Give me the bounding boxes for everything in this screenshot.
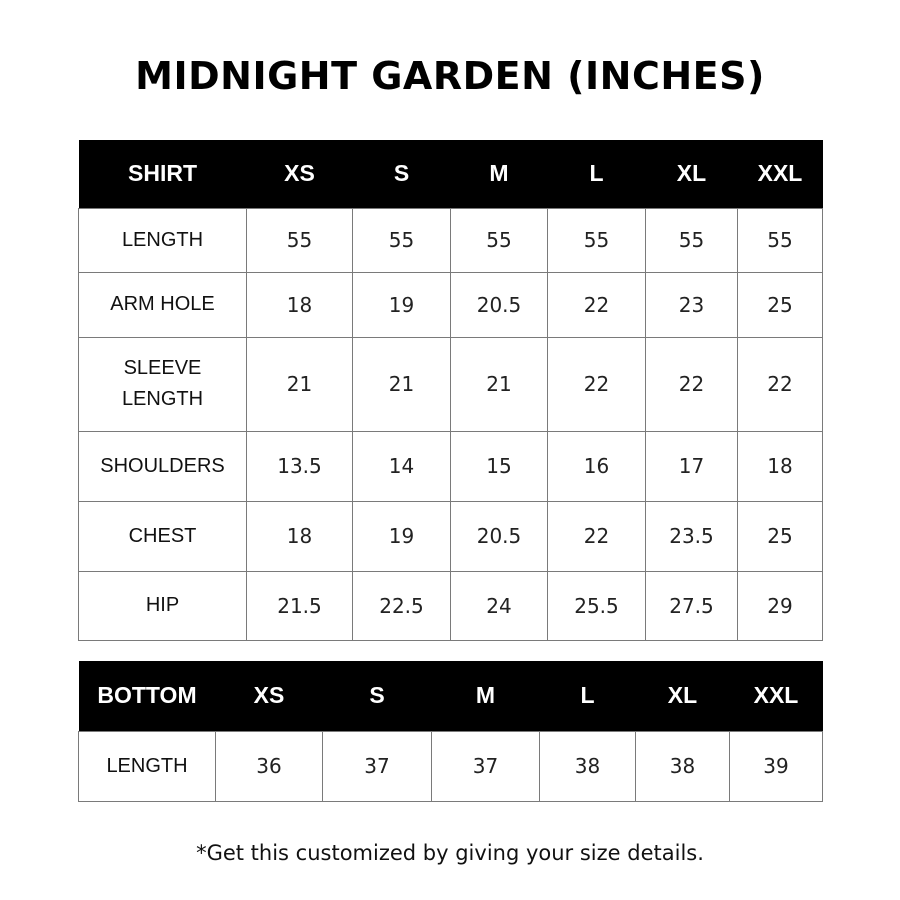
shirt-header-size-xxl: XXL (738, 140, 823, 208)
shirt-header-size-l: L (548, 140, 646, 208)
bottom-size-table (78, 661, 823, 802)
row-label-arm-hole: ARM HOLE (79, 272, 247, 337)
table-cell: 25 (738, 501, 823, 571)
table-cell: 55 (247, 208, 353, 272)
table-cell: 37 (323, 731, 432, 801)
row-label-hip: HIP (79, 571, 247, 640)
shirt-header-size-xl: XL (646, 140, 738, 208)
table-cell: 17 (646, 431, 738, 501)
row-label-bottom-length: LENGTH (79, 731, 216, 801)
bottom-header-size-s: S (323, 661, 432, 731)
table-cell: 18 (247, 501, 353, 571)
bottom-header-size-xxl: XXL (730, 661, 823, 731)
table-row (79, 337, 823, 431)
table-cell: 29 (738, 571, 823, 640)
table-row (79, 208, 823, 272)
table-cell: 20.5 (451, 501, 548, 571)
table-cell: 22 (646, 337, 738, 431)
table-cell: 13.5 (247, 431, 353, 501)
table-cell: 39 (730, 731, 823, 801)
table-cell: 18 (738, 431, 823, 501)
table-cell: 19 (353, 272, 451, 337)
shirt-size-table (78, 140, 823, 641)
table-cell: 38 (540, 731, 636, 801)
table-cell: 23.5 (646, 501, 738, 571)
bottom-header-size-xs: XS (216, 661, 323, 731)
table-cell: 22 (738, 337, 823, 431)
table-cell: 21 (451, 337, 548, 431)
bottom-header-size-m: M (432, 661, 540, 731)
bottom-header-label: BOTTOM (79, 661, 216, 731)
shirt-header-label: SHIRT (79, 140, 247, 208)
shirt-header-size-m: M (451, 140, 548, 208)
table-cell: 21 (353, 337, 451, 431)
table-row (79, 272, 823, 337)
table-cell: 55 (646, 208, 738, 272)
table-cell: 14 (353, 431, 451, 501)
shirt-header-size-s: S (353, 140, 451, 208)
table-row (79, 501, 823, 571)
table-cell: 55 (353, 208, 451, 272)
table-cell: 55 (738, 208, 823, 272)
table-cell: 37 (432, 731, 540, 801)
table-row (79, 571, 823, 640)
row-label-chest: CHEST (79, 501, 247, 571)
table-cell: 21 (247, 337, 353, 431)
table-cell: 18 (247, 272, 353, 337)
table-cell: 22 (548, 337, 646, 431)
table-cell: 19 (353, 501, 451, 571)
shirt-header-size-xs: XS (247, 140, 353, 208)
table-cell: 36 (216, 731, 323, 801)
shirt-header-row (79, 140, 823, 208)
table-cell: 22 (548, 272, 646, 337)
table-cell: 22 (548, 501, 646, 571)
bottom-header-size-l: L (540, 661, 636, 731)
table-cell: 16 (548, 431, 646, 501)
table-cell: 22.5 (353, 571, 451, 640)
table-cell: 25.5 (548, 571, 646, 640)
page-title: MIDNIGHT GARDEN (INCHES) (135, 54, 765, 98)
table-cell: 25 (738, 272, 823, 337)
table-cell: 55 (548, 208, 646, 272)
row-label-length: LENGTH (79, 208, 247, 272)
row-label-sleeve-length: SLEEVE LENGTH (79, 337, 247, 431)
table-row (79, 431, 823, 501)
table-cell: 38 (636, 731, 730, 801)
table-cell: 15 (451, 431, 548, 501)
table-cell: 27.5 (646, 571, 738, 640)
footnote: *Get this customized by giving your size details. (196, 841, 704, 865)
table-cell: 21.5 (247, 571, 353, 640)
table-cell: 20.5 (451, 272, 548, 337)
table-cell: 55 (451, 208, 548, 272)
table-cell: 23 (646, 272, 738, 337)
bottom-header-row (79, 661, 823, 731)
bottom-header-size-xl: XL (636, 661, 730, 731)
table-row (79, 731, 823, 801)
table-cell: 24 (451, 571, 548, 640)
row-label-shoulders: SHOULDERS (79, 431, 247, 501)
